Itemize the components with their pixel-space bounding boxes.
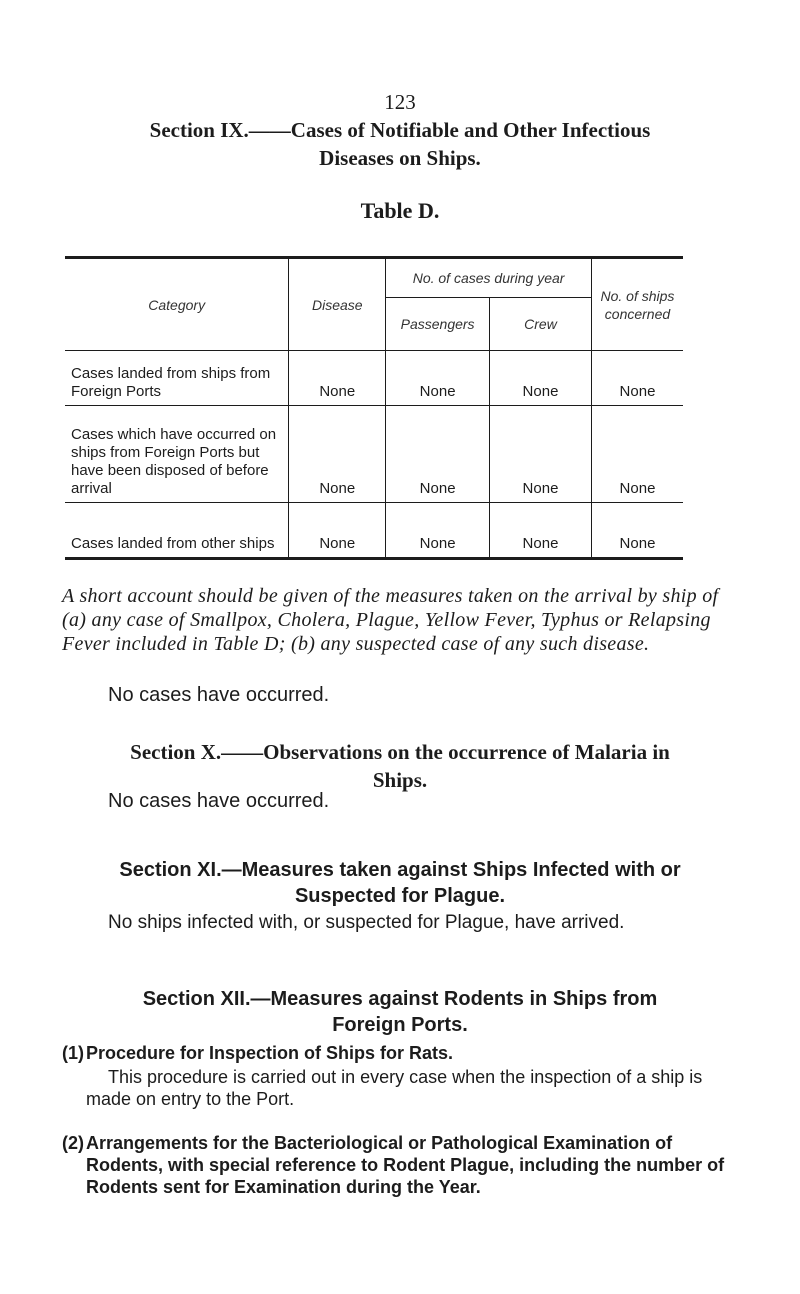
section-xi-heading: [60, 857, 740, 909]
section-xi-text: No ships infected with, or suspected for Plague, have arrived.: [108, 912, 625, 933]
row-ships: None: [591, 503, 683, 559]
item-1-text: This procedure is carried out in every case when the inspection of a ship is made on entry to the Port.: [86, 1067, 703, 1109]
section-x-text: No cases have occurred.: [108, 790, 330, 812]
row-passengers: None: [386, 406, 490, 503]
section-xii-item-2: [62, 1132, 742, 1198]
section-x-heading-line1: Section X.——Observations on the occurrence of Malaria in: [130, 740, 670, 764]
short-account-note: A short account should be given of the measures taken on the arrival by ship of (a) any case of Smallpox, Cholera, Plague, Yellow Fever, Typhus or Relapsing Fever included in Table D; (b) any suspected case of any such disease.: [62, 585, 719, 655]
item-2-number: (2): [62, 1133, 84, 1153]
section-xi-heading-line2: Suspected for Plague.: [294, 885, 506, 907]
row-crew: None: [490, 406, 592, 503]
section-ix-heading: [60, 116, 740, 172]
row-category: Cases landed from ships from Foreign Ports: [71, 365, 271, 400]
section-xii-heading-line2: Foreign Ports.: [332, 1014, 468, 1036]
row-crew: None: [490, 351, 592, 406]
table-d: [65, 256, 683, 560]
section-ix-heading-line1: Section IX.——Cases of Notifiable and Other Infectious: [149, 118, 651, 142]
header-disease: Disease: [289, 258, 386, 351]
header-crew: Crew: [490, 298, 592, 351]
table-row: [65, 503, 683, 559]
table-title: Table D.: [360, 198, 440, 223]
row-category: Cases landed from other ships: [71, 535, 275, 552]
section-xii-heading-line1: Section XII.—Measures against Rodents in Ships from: [142, 988, 658, 1010]
section-xi-heading-line1: Section XI.—Measures taken against Ships Infected with or: [119, 859, 681, 881]
page-number: 123: [384, 90, 416, 114]
section-x-heading: [60, 738, 740, 794]
section-xii-heading: [60, 986, 740, 1038]
table-row: [65, 351, 683, 406]
row-disease: None: [289, 406, 386, 503]
item-1-number: (1): [62, 1043, 84, 1063]
row-crew: None: [490, 503, 592, 559]
header-ships-concerned: No. of ships concerned: [591, 258, 683, 351]
section-xii-item-1: [62, 1042, 742, 1110]
row-disease: None: [289, 503, 386, 559]
row-passengers: None: [386, 351, 490, 406]
section-x-heading-line2: Ships.: [372, 768, 428, 792]
row-disease: None: [289, 351, 386, 406]
item-2-title: Arrangements for the Bacteriological or Pathological Examination of Rodents, with special reference to Rodent Plague, including the number of Rodents sent for Examination during the Year.: [86, 1133, 725, 1197]
header-cases-during-year: No. of cases during year: [386, 258, 592, 298]
table-row: [65, 406, 683, 503]
row-category: Cases which have occurred on ships from Foreign Ports but have been disposed of before arrival: [71, 426, 277, 497]
row-passengers: None: [386, 503, 490, 559]
row-ships: None: [591, 351, 683, 406]
section-ix-heading-line2: Diseases on Ships.: [319, 146, 481, 170]
header-category: Category: [148, 296, 206, 313]
header-passengers: Passengers: [386, 298, 490, 351]
row-ships: None: [591, 406, 683, 503]
item-1-title: Procedure for Inspection of Ships for Rats.: [86, 1043, 454, 1063]
no-cases-text: No cases have occurred.: [108, 684, 330, 706]
